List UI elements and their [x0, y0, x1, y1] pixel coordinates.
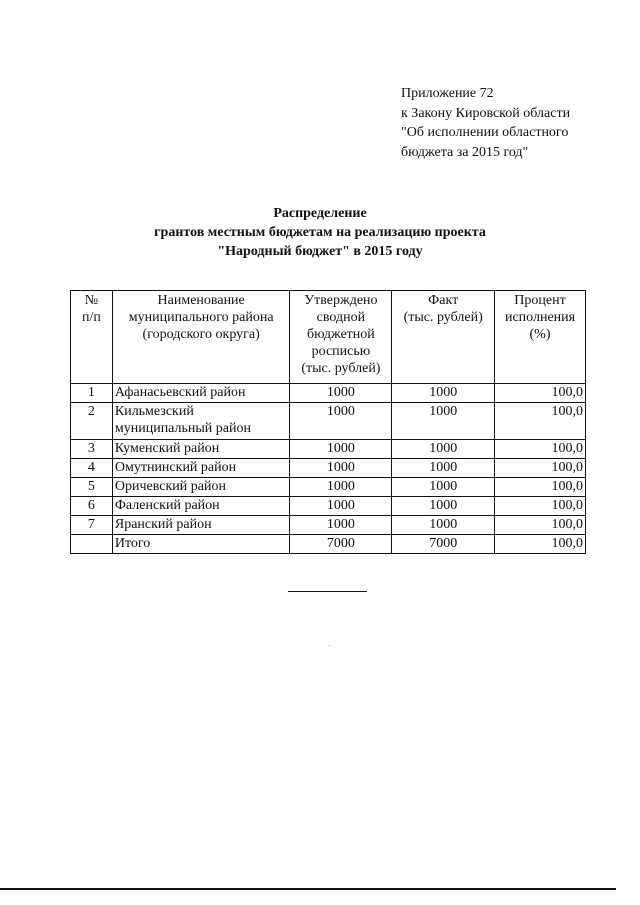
row-percent: 100,0: [495, 516, 586, 535]
table-row: [71, 403, 586, 440]
row-actual: 1000: [392, 384, 495, 403]
appendix-line: к Закону Кировской области: [401, 105, 571, 121]
total-approved: 7000: [290, 535, 392, 554]
table-row: [71, 478, 586, 497]
table-header-row: [71, 291, 586, 384]
scan-speck: [329, 645, 330, 646]
row-approved: 1000: [290, 459, 392, 478]
row-actual: 1000: [392, 459, 495, 478]
title-line: грантов местным бюджетам на реализацию проекта: [154, 225, 486, 240]
total-number: [71, 535, 113, 554]
row-actual: 1000: [392, 497, 495, 516]
row-approved: 1000: [290, 516, 392, 535]
row-percent: 100,0: [495, 440, 586, 459]
appendix-note: [401, 84, 570, 162]
row-percent: 100,0: [495, 459, 586, 478]
row-actual: 1000: [392, 403, 495, 440]
row-percent: 100,0: [495, 403, 586, 440]
table-row: [71, 497, 586, 516]
row-municipality: Омутнинский район: [112, 459, 290, 478]
row-approved: 1000: [290, 478, 392, 497]
row-municipality: Оричевский район: [112, 478, 290, 497]
row-actual: 1000: [392, 478, 495, 497]
table-row: [71, 459, 586, 478]
header-actual: Факт (тыс. рублей): [392, 291, 495, 384]
grants-table: [70, 290, 586, 554]
row-approved: 1000: [290, 384, 392, 403]
page-bottom-rule: [0, 888, 616, 890]
row-number: 4: [71, 459, 113, 478]
row-number: 1: [71, 384, 113, 403]
row-number: 5: [71, 478, 113, 497]
title-line: Распределение: [273, 206, 367, 221]
row-municipality: Фаленский район: [112, 497, 290, 516]
row-percent: 100,0: [495, 497, 586, 516]
header-municipality: Наименование муниципального района (городского округа): [112, 291, 290, 384]
row-approved: 1000: [290, 440, 392, 459]
row-number: 3: [71, 440, 113, 459]
total-label: Итого: [112, 535, 290, 554]
table-row: [71, 384, 586, 403]
row-number: 7: [71, 516, 113, 535]
appendix-line: "Об исполнении областного: [401, 125, 569, 140]
header-percent: Процент исполнения (%): [495, 291, 586, 384]
header-number: № п/п: [71, 291, 113, 384]
row-approved: 1000: [290, 403, 392, 440]
total-percent: 100,0: [495, 535, 586, 554]
row-municipality: Кильмезский муниципальный район: [112, 403, 290, 440]
row-approved: 1000: [290, 497, 392, 516]
appendix-line: Приложение 72: [401, 86, 494, 101]
row-number: 2: [71, 403, 113, 440]
row-municipality: Куменский район: [112, 440, 290, 459]
row-actual: 1000: [392, 440, 495, 459]
table-total-row: [71, 535, 586, 554]
row-number: 6: [71, 497, 113, 516]
header-approved: Утверждено сводной бюджетной росписью (тыс. рублей): [290, 291, 392, 384]
document-title: [0, 204, 640, 261]
title-line: "Народный бюджет" в 2015 году: [217, 244, 423, 259]
separator-line: [288, 591, 367, 592]
table-row: [71, 440, 586, 459]
row-percent: 100,0: [495, 478, 586, 497]
total-actual: 7000: [392, 535, 495, 554]
table-row: [71, 516, 586, 535]
row-actual: 1000: [392, 516, 495, 535]
row-percent: 100,0: [495, 384, 586, 403]
appendix-line: бюджета за 2015 год": [401, 144, 529, 160]
row-municipality: Яранский район: [112, 516, 290, 535]
row-municipality: Афанасьевский район: [112, 384, 290, 403]
